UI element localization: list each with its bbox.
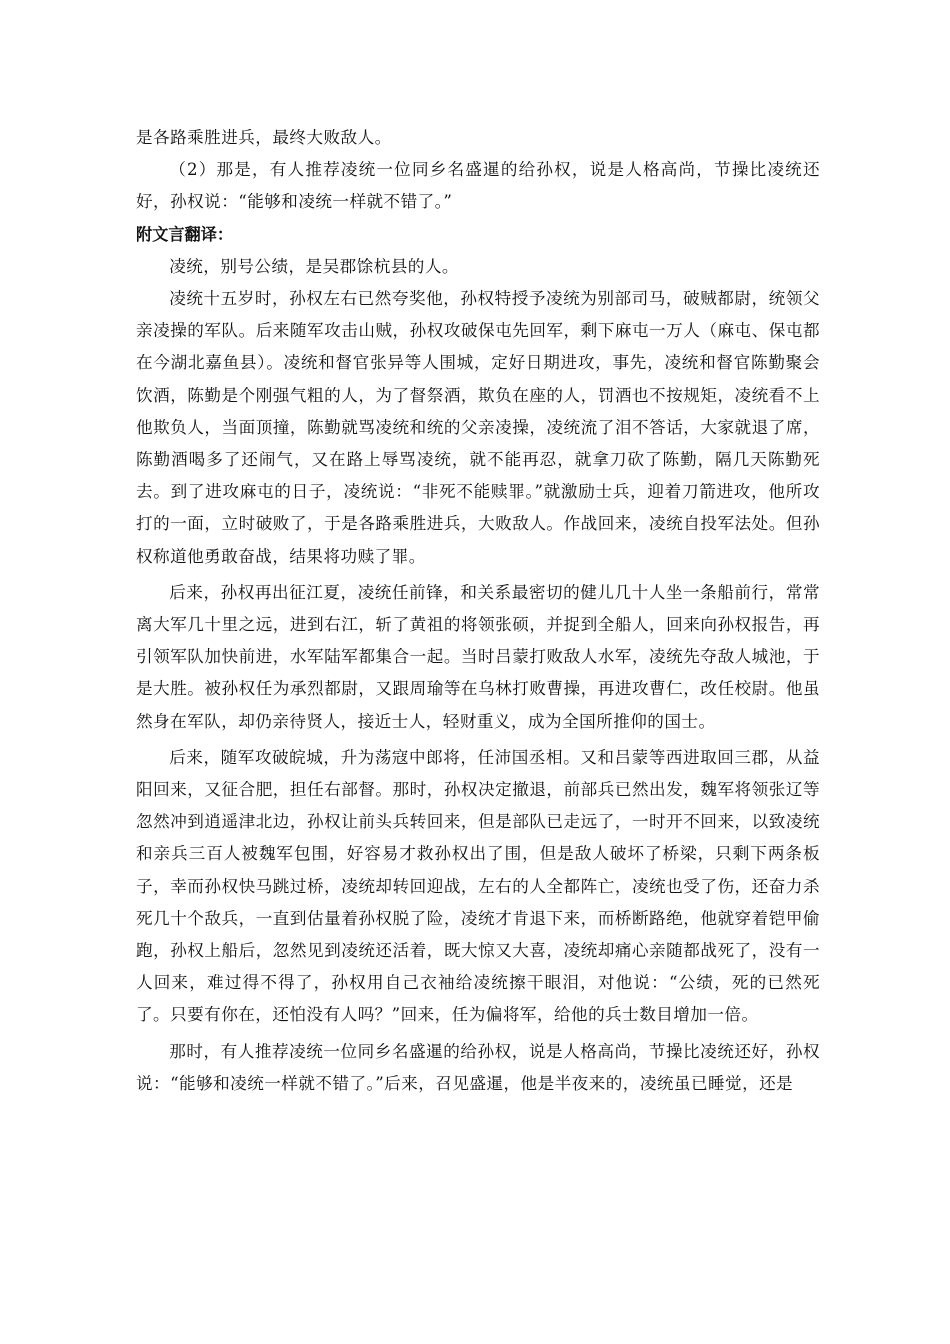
paragraph-jiangxia: 后来，孙权再出征江夏，凌统任前锋，和关系最密切的健儿几十人坐一条船前行，常常离大军几十里之远，进到右江，斩了黄祖的将领张硕，并捉到全船人，回来向孙权报告，再引领军队加快前进，水军陆军都集合一起。当时吕蒙打败敌人水军，凌统先夺敌人城池，于是大胜。被孙权任为承烈都尉，又跟周瑜等在乌林打败曹操，再进攻曹仁，改任校尉。他虽然身在军队，却仍亲待贤人，接近士人，轻财重义，成为全国所推仰的国士。 [136, 582, 820, 731]
paragraph-sheng-xian: 那时，有人推荐凌统一位同乡名盛暹的给孙权，说是人格高尚，节操比凌统还好，孙权说：“能够和凌统一样就不错了。”后来，召见盛暹，他是半夜来的，凌统虽已睡觉，还是 [136, 1041, 820, 1093]
document-body [136, 122, 820, 1100]
section-heading: 附文言翻译： [136, 224, 234, 244]
paragraph-intro: 凌统，别号公绩，是吴郡馀杭县的人。 [169, 256, 459, 276]
paragraph-continuation: 是各路乘胜进兵，最终大败敌人。 [136, 128, 392, 147]
paragraph-early-career: 凌统十五岁时，孙权左右已然夸奖他，孙权特授予凌统为别部司马，破贼都尉，统领父亲凌操的军队。后来随军攻击山贼，孙权攻破保屯先回军，剩下麻屯一万人（麻屯、保屯都在今湖北嘉鱼县）。凌统和督官张异等人围城，定好日期进攻，事先，凌统和督官陈勤聚会饮酒，陈勤是个刚强气粗的人，为了督祭酒，欺负在座的人，罚酒也不按规矩，凌统看不上他欺负人，当面顶撞，陈勤就骂凌统和统的父亲凌操，凌统流了泪不答话，大家就退了席，陈勤酒喝多了还闹气，又在路上辱骂凌统，就不能再忍，就拿刀砍了陈勤，隔几天陈勤死去。到了进攻麻屯的日子，凌统说：“非死不能赎罪。”就激励士兵，迎着刀箭进攻，他所攻打的一面，立时破败了，于是各路乘胜进兵，大败敌人。作战回来，凌统自投军法处。但孙权称道他勇敢奋战，结果将功赎了罪。 [136, 289, 820, 566]
paragraph-hefei: 后来，随军攻破皖城，升为荡寇中郎将，任沛国丞相。又和吕蒙等西进取回三郡，从益阳回来，又征合肥，担任右部督。那时，孙权决定撤退，前部兵已然出发，魏军将领张辽等忽然冲到逍遥津北边，孙权让前头兵转回来，但是部队已走远了，一时开不回来，以致凌统和亲兵三百人被魏军包围，好容易才救孙权出了围，但是敌人破坏了桥梁，只剩下两条板子，幸而孙权快马跳过桥，凌统却转回迎战，左右的人全都阵亡，凌统也受了伤，还奋力杀死几十个敌兵，一直到估量着孙权脱了险，凌统才肯退下来，而桥断路绝，他就穿着铠甲偷跑，孙权上船后，忽然见到凌统还活着，既大惊又大喜，凌统却痛心亲随都战死了，没有一人回来，难过得不得了，孙权用自己衣袖给凌统擦干眼泪，对他说：“公绩，死的已然死了。只要有你在，还怕没有人吗？”回来，任为偏将军，给他的兵士数目增加一倍。 [136, 747, 820, 1025]
paragraph-answer-2: （2）那是，有人推荐凌统一位同乡名盛暹的给孙权，说是人格高尚，节操比凌统还好，孙权说：“能够和凌统一样就不错了。” [136, 160, 820, 212]
